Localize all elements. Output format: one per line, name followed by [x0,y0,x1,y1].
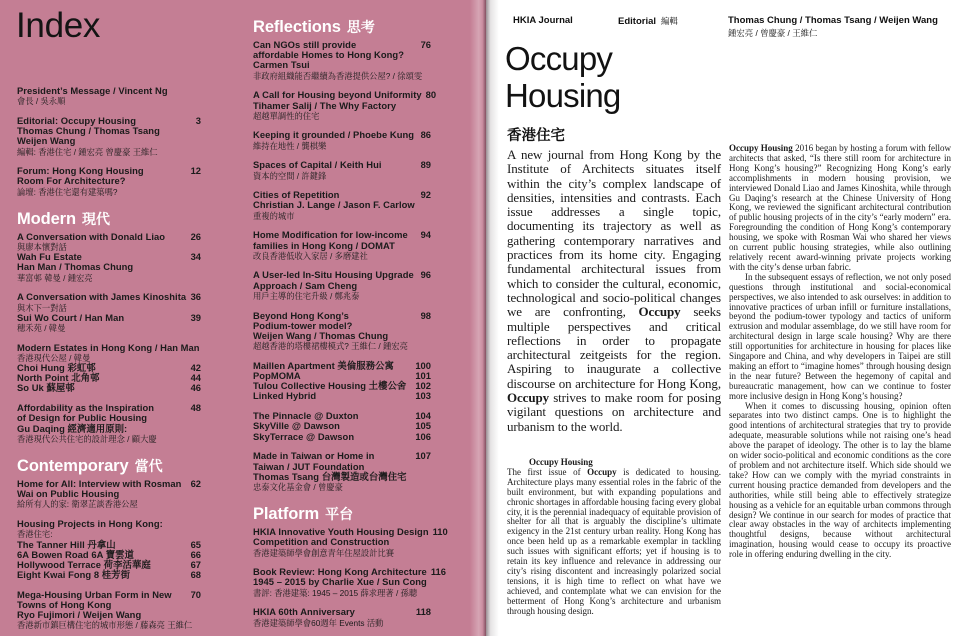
toc-entry-line [253,111,431,121]
toc-entry-line [253,171,431,181]
toc-entry-text: Eight Kwai Fong 8 桂芳街 [17,569,131,581]
toc-section-header-zh: 當代 [134,457,163,474]
toc-entry-text: Sui Wo Court / Han Man [17,311,125,323]
toc-entry-text: Thomas Tsang 台灣製造或台灣住宅 [253,470,407,482]
toc-page-number: 62 [190,477,201,489]
toc-entry-text-zh: 非政府組織能否繼續為香港提供公屋? / 徐頌雯 [253,70,423,81]
toc-page-number: 42 [190,362,201,374]
toc-entry-line [17,424,201,434]
editorial-column-2 [729,144,951,560]
toc-entry-line [253,71,431,81]
text-run: When it comes to discussing housing, opinion often separates into two distinct camps. One is to highlight the good intentions of architectural strategies that try to provide adequate, measurable solutions while not raising one’s head above the parapet of ideology. The other is to lay the blame on wider socio-political and economic conditions as the core of problem and not architecture itself. Which side should we take? How can we comply with the myriad constraints in current housing practice demanded from developers and the authorities, while still being able to effectively strategize housing as a vehicle for an equitable urban commons through design? We continue in our search for modes of practice that clear away obstacles in the way of architects implementing thoughtful designs, because without architectural imagination, housing would cease to occupy its proactive role in offering enduring dwelling in the city. [729,400,951,560]
editorial-title-line2: Housing [505,77,621,114]
toc-entry-text: A Conversation with Donald Liao [17,230,166,242]
text-run: is dedicated to housing. Architecture plays many essential roles in the fabric of the built environment, but with expanding populations and chronic shortages in affordable housing facing every global city, it is the perennial inadequacy of equitable provision of shelter for all that is arguably the discipline’s ultimate exigency in the 21st century urban reality. Hong Kong has once been held up as a remarkable exemplar in tackling such issues with significant efforts; yet if housing is to retain its key influence and relevance in addressing our city’s rising discontent and increasingly polarized social tensions, it is high time to reflect on what have we achieved, and contemplate what we can envision for the betterment of Hong Kong’s architecture and urbanism through housing design. [507,466,722,616]
editorial-title [505,40,620,114]
toc-entry-text: Weijen Wang / Thomas Chung [253,329,389,341]
toc-entry-line [17,383,201,393]
subsection-body [507,468,721,617]
toc-entry-line [17,434,201,444]
toc-entry-text: Wai on Public Housing [17,488,120,500]
toc-entry-text: Christian J. Lange / Jason F. Carlow [253,199,415,211]
toc-entry-text-zh: 會長 / 吳永順 [17,96,66,107]
toc-entry-text: Competition and Construction [253,536,390,548]
toc-entry-text: Modern Estates in Hong Kong / Han Man [17,341,200,353]
toc-page-number: 86 [420,129,431,141]
toc-entry-line [253,331,431,341]
toc-entry-text: A Conversation with James Kinoshita [17,291,187,303]
toc-page-number: 96 [420,269,431,281]
toc-entry-text-zh: 與木下一對話 [17,302,67,313]
editorial-paragraph [729,402,951,561]
toc-entry-line [17,343,201,353]
toc-section-header-en: Reflections [253,18,341,36]
toc-page-number: 65 [190,538,201,550]
toc-entry-line [253,60,431,70]
toc-page-number: 44 [190,372,201,384]
toc-entry-text-zh: 香港新市鎮巨構住宅的城市形態 / 藤森亮 王維仁 [17,620,193,631]
toc-entry-text-zh: 維持在地性 / 龔棋樂 [253,140,327,151]
toc-page-number: 46 [190,382,201,394]
toc-page-number: 76 [420,39,431,50]
toc-entry-text: The Pinnacle @ Duxton [253,410,359,422]
toc-entry-text-zh: 書評: 香港建築: 1945 – 2015 薛求理著 / 孫聰 [253,587,418,598]
toc-page-number: 116 [430,566,446,578]
editorial-paragraph [729,273,951,402]
toc-entry-text: Keeping it grounded / Phoebe Kung [253,129,415,141]
editorial-page [486,0,960,636]
toc-entry-text: Made in Taiwan or Home in [253,450,375,462]
toc-page-number: 102 [415,380,431,392]
toc-entry-line [17,570,201,580]
toc-entry-text: Han Man / Thomas Chung [17,261,134,273]
toc-entry-line [253,141,431,151]
toc-entry-line [253,241,431,251]
toc-entry-line [17,529,201,539]
toc-entry-line [17,519,201,529]
toc-entry-line [17,292,201,302]
toc-entry-text-zh: 與廖本懷對話 [17,242,67,253]
toc-entry-text: 6A Bowen Road 6A 寶雲道 [17,548,134,560]
editorial-paragraph [729,144,951,273]
toc-section-header-zh: 思考 [346,19,375,35]
toc-entry-text-zh: 穗禾苑 / 韓曼 [17,322,66,333]
toc-column-2 [253,5,448,628]
toc-entry-text: The Tanner Hill 丹拿山 [17,538,116,550]
toc-page-number: 107 [415,450,431,462]
toc-entry-text: 1945 – 2015 by Charlie Xue / Sun Cong [253,576,427,588]
toc-entry-line [253,482,431,492]
text-run: 2016 began by hosting a forum with fellow architects that asked, “Is there still room for architecture in Hong Kong’s housing?” Recognizing Hong Kong’s early accomplishments in modern housing provision, we interviewed Donald Liao and James Kinoshita, while through Gu Daqing’s research at the Chinese University of Hong Kong, we reviewed the significant architectural contribution of public housing projects of in the city’s “early modern” era. Foregrounding the condition of Hong Kong’s contemporary housing, we spoke with Rosman Wai who shared her views on current public housing strategies, while also outlining relatively recent award-winning private projects working with the city’s dense urban fabric. [729,143,951,272]
toc-entry-text-zh: 香港現代公屋 / 韓曼 [17,352,91,363]
bold-run: Occupy [507,390,550,406]
toc-entry-line [253,432,431,442]
toc-page-number: 48 [190,402,201,414]
toc-entry-text: Room For Architecture? [17,175,126,187]
toc-entry-line [253,291,431,301]
toc-entry-text: Affordability as the Inspiration [17,402,155,414]
toc-page-number: 110 [432,526,448,538]
toc-entry-line [253,281,431,291]
toc-entry-text: families in Hong Kong / DOMAT [253,239,395,251]
toc-entry-line [17,499,201,509]
toc-page-number: 34 [190,251,201,263]
toc-entry-text: Tulou Collective Housing 土樓公舍 [253,380,407,392]
editorial-subsection [507,458,721,617]
toc-entry-text: SkyTerrace @ Dawson [253,430,355,442]
toc-entry-text-zh: 編輯: 香港住宅 / 鍾宏亮 曾慶豪 王維仁 [17,146,158,157]
toc-entry-text-zh: 給所有人的家: 衛翠芷談香港公屋 [17,499,138,510]
toc-entry-text-zh: 重複的城市 [253,210,295,221]
toc-entry-text: PopMOMA [253,370,301,382]
toc-entry-line [17,313,201,323]
toc-page-number: 100 [415,359,431,371]
toc-entry-text: Mega-Housing Urban Form in New [17,588,172,600]
toc-entry-line [253,537,431,547]
section-label-en: Editorial [618,16,657,27]
toc-page-number: 94 [420,229,431,241]
toc-entry-line [253,130,431,140]
toc-section-header [253,504,431,525]
toc-entry-line [253,89,437,101]
toc-section-header-en: Platform [253,505,320,524]
toc-entry-text: Cities of Repetition [253,189,340,201]
toc-entry-text: Thomas Chung / Thomas Tsang [17,125,160,137]
toc-page-number: 103 [415,390,431,402]
toc-page-number: 92 [420,189,431,201]
toc-entry-text-zh: 忠泰文化基金會 / 曾慶豪 [253,481,343,492]
toc-page-number: 104 [415,410,431,422]
toc-entry-text-zh: 超越香港的塔樓裙樓模式? 王維仁 / 鍾宏亮 [253,341,408,352]
toc-entry-line [17,136,201,146]
toc-page-number: 70 [190,588,201,600]
bold-run: Occupy [587,466,617,477]
toc-entry-line [17,323,201,333]
toc-entry-text: Tihamer Salij / The Why Factory [253,99,397,111]
toc-entry-text: A User-led In-Situ Housing Upgrade [253,269,414,281]
toc-page-number: 39 [190,311,201,323]
toc-entry-text: Home Modification for low-income [253,229,408,241]
bold-run: Occupy Housing [729,143,793,153]
toc-page-number: 66 [190,548,201,560]
toc-entry-text: HKIA Innovative Youth Housing Design [253,526,429,538]
toc-entry-text: A Call for Housing beyond Uniformity [253,89,422,101]
toc-section-header [17,456,201,477]
toc-entry-text-zh: 論壇: 香港住宅還有建築嗎? [17,186,118,197]
toc-page-number: 68 [190,569,201,581]
text-run: A new journal from Hong Kong by the Institute of Architects situates itself within the city’s complex landscape of densities, intensities and contrasts. Each issue addresses a single topic, documenting its trajectory as well as gathering contemporary narratives and practices from its home city. Engaging fundamental architectural issues from which to consider the cultural, economic, technological and socio-political changes we are confronting, [507,147,721,320]
toc-entry-text-zh: 超越單調性的住宅 [253,110,320,121]
toc-entry-text: HKIA 60th Anniversary [253,606,355,618]
toc-entry-text: Approach / Sam Cheng [253,279,358,291]
toc-entry-text: SkyVille @ Dawson [253,420,340,432]
toc-column-1 [17,86,201,631]
bold-run: Occupy [638,304,681,320]
toc-entry-text: Beyond Hong Kong’s [253,309,349,321]
toc-entry-line [253,548,431,558]
editorial-subtitle-zh: 香港住宅 [507,128,565,144]
toc-entry-text: Linked Hybrid [253,390,317,402]
toc-entry-text: Carmen Tsui [253,59,310,71]
toc-entry-text: North Point 北角邨 [17,372,100,384]
toc-entry-line [17,187,201,197]
toc-entry-line [253,618,431,628]
toc-entry-line [253,577,431,587]
toc-page-number: 12 [190,165,201,177]
subsection-heading: Occupy Housing [529,457,593,467]
toc-page-number: 101 [415,370,431,382]
toc-entry-text-zh: 香港住宅: [17,529,53,540]
toc-entry-line [17,262,201,272]
toc-entry-text: Home for All: Interview with Rosman [17,477,182,489]
toc-entry-text-zh: 用戶主導的住宅升級 / 鄭兆泰 [253,290,360,301]
toc-entry-text: Spaces of Capital / Keith Hui [253,159,382,171]
toc-section-header-zh: 現代 [81,210,110,227]
journal-name: HKIA Journal [513,15,573,26]
toc-entry-text: Hollywood Terrace 荷李活華庭 [17,558,151,570]
toc-entry-line [253,472,431,482]
toc-entry-line [17,273,201,283]
toc-entry-line [253,391,431,401]
toc-entry-text: Podium-tower model? [253,319,353,331]
section-label-zh: 編輯 [661,16,678,26]
toc-entry-text-zh: 香港現代公共住宅的設計理念 / 顧大慶 [17,433,157,444]
toc-entry-line [253,160,431,170]
text-run: strives to make room for posing vigilant questions on architecture and urbanism to the world. [507,390,721,434]
toc-entry-line [253,251,431,261]
toc-entry-text-zh: 資本的空間 / 許鍵鋒 [253,170,327,181]
toc-entry-text: Can NGOs still provide [253,39,357,50]
toc-entry-text: affordable Homes to Hong Kong? [253,49,404,61]
toc-entry-text: So Uk 蘇屋邨 [17,382,75,394]
toc-entry-text: Ryo Fujimori / Weijen Wang [17,609,142,621]
toc-entry-text-zh: 香港建築師學會60週年 Events 活動 [253,617,384,628]
toc-entry-text: Forum: Hong Kong Housing [17,165,144,177]
toc-entry-line [253,341,431,351]
toc-entry-text-zh: 香港建築師學會創意青年住屋設計比賽 [253,547,395,558]
toc-entry-text-zh: 華富邨 韓曼 / 鍾宏亮 [17,272,93,283]
toc-entry-text: Gu Daqing 經濟適用原則: [17,422,128,434]
toc-page-number: 105 [415,420,431,432]
toc-entry-text: President’s Message / Vincent Ng [17,85,168,96]
toc-entry-line [17,176,201,186]
toc-entry-text: Weijen Wang [17,135,76,147]
toc-entry-text: Taiwan / JUT Foundation [253,460,365,472]
toc-entry-line [253,588,431,598]
toc-entry-text: Wah Fu Estate [17,251,82,263]
authors-en: Thomas Chung / Thomas Tsang / Weijen Wang [728,15,938,26]
toc-page-number: 80 [425,89,437,101]
toc-section-header [17,209,201,230]
toc-section-header-zh: 平台 [325,506,354,523]
toc-entry-line [17,86,201,96]
toc-section-header-en: Modern [17,209,76,228]
toc-entry-text: Editorial: Occupy Housing [17,114,136,126]
toc-entry-line [253,200,431,210]
text-run: seeks multiple perspectives and critical reflections in order to propagate architectural zeitgeists for the region. Aspiring to inaugurate a collective discourse on architecture for Hong Kong, [507,304,721,391]
toc-page-number: 3 [195,114,201,126]
toc-entry-line [253,101,431,111]
toc-entry-line [253,211,431,221]
toc-entry-text-zh: 改良香港低收入家居 / 多磨建社 [253,250,368,261]
toc-entry-text: Maillen Apartment 美倫服務公寓 [253,359,394,371]
toc-entry-text: Book Review: Hong Kong Architecture [253,566,427,578]
toc-page-number: 98 [420,309,431,321]
toc-entry-line [17,232,201,242]
toc-entry-text: of Design for Public Housing [17,412,148,424]
text-run: In the subsequent essays of reflection, we not only posed questions through institutional and social-economical perspectives, we also intended to ask ourselves: in addition to innovative practices of urban infill or furniture installations, beyond the podium-tower typology and tactics of uniform extrusion and modular assemblage, do we still have room for architectural design in large scale housing? Why are there still opportunities for architecture in housing for places like Singapore and China, and why developers in Taipei are still making an effort to “imagine homes” through housing design in the near future? Between the hegemony of capital and bureaucratic management, how can we continue to foster more inclusive design in Hong Kong’s housing? [729,271,951,401]
toc-page-number: 36 [190,291,201,303]
toc-entry-line [17,96,201,106]
editorial-title-line1: Occupy [505,40,613,77]
authors-zh: 鍾宏亮 / 曾慶豪 / 王維仁 [728,28,818,38]
toc-page-number: 26 [190,230,201,242]
text-run: The first issue of [507,466,588,477]
toc-page-number: 118 [415,606,431,618]
toc-entry-line [17,620,201,630]
toc-page-number: 106 [415,430,431,442]
toc-entry-line [253,607,431,617]
toc-entry-line [253,451,431,461]
toc-entry-text: Choi Hung 彩虹邨 [17,362,96,374]
toc-section-header-en: Contemporary [17,456,129,475]
toc-entry-line [17,610,201,620]
toc-section-header [253,17,431,38]
toc-page-number: 89 [420,159,431,171]
toc-entry-text: Housing Projects in Hong Kong: [17,518,163,530]
index-page-title: Index [16,6,101,45]
toc-entry-line [17,147,201,157]
toc-entry-text: Towns of Hong Kong [17,599,112,611]
toc-entry-line [17,489,201,499]
authors [728,15,938,39]
editorial-lead-paragraph [507,148,721,434]
section-label [618,15,678,27]
toc-page-number: 67 [190,558,201,570]
